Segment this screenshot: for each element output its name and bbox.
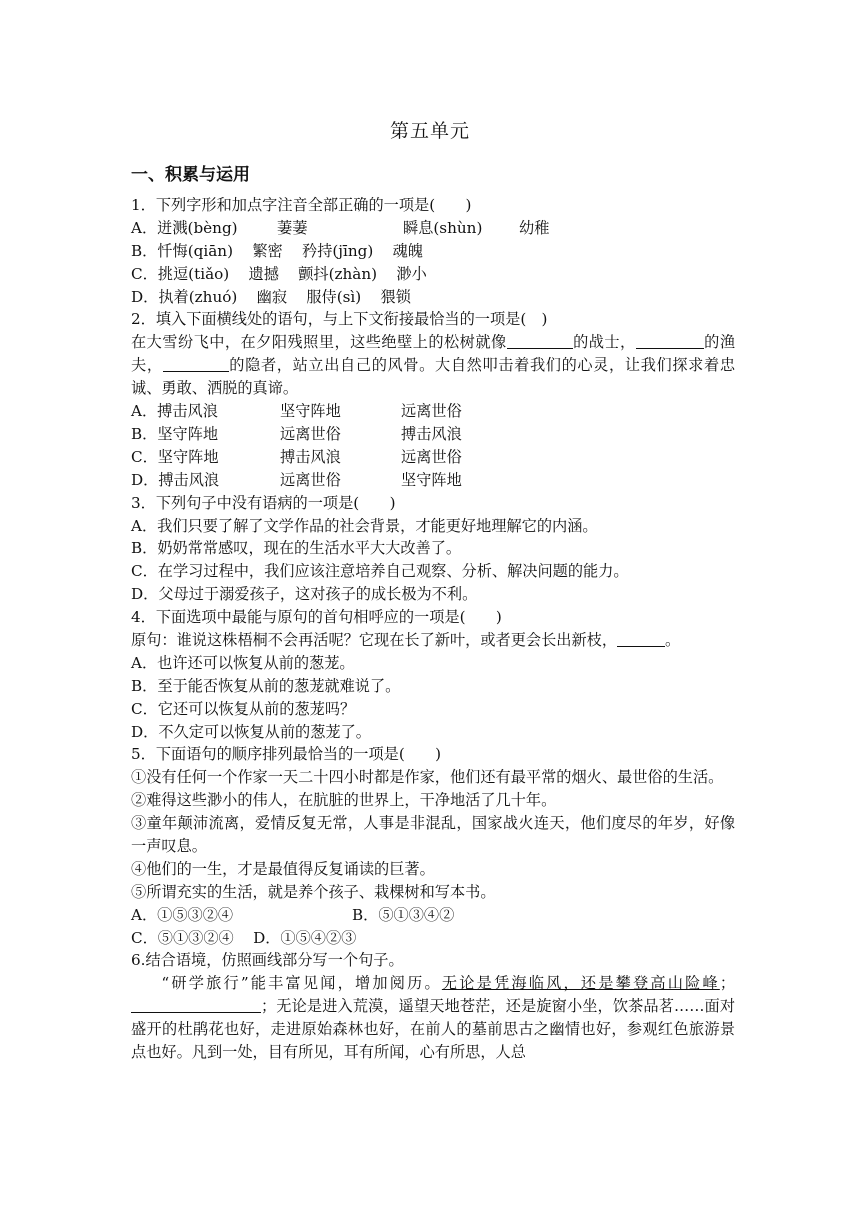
q1-b-2: 繁密	[252, 241, 283, 260]
q2-d-2: 远离世俗	[280, 470, 341, 489]
q1-b-1: B．忏悔(qiān)	[131, 241, 233, 260]
q1-option-b	[131, 240, 735, 263]
q3-option-c: C．在学习过程中，我们应该注意培养自己观察、分析、解决问题的能力。	[131, 562, 629, 581]
q1-c-4: 渺小	[396, 264, 427, 283]
q6-underlined-model: 无论是凭海临风，还是攀登高山险峰	[441, 974, 720, 993]
q5-option-b: B．⑤①③④②	[352, 905, 455, 924]
q1-stem: 1．下列字形和加点字注音全部正确的一项是( )	[131, 196, 472, 214]
q1-d-4: 猥锁	[380, 287, 411, 306]
q1-c-3: 颤抖(zhàn)	[298, 264, 378, 283]
q3-option-a: A．我们只要了解了文学作品的社会背景，才能更好地理解它的内涵。	[131, 516, 598, 535]
q4-option-d: D．不久定可以恢复从前的葱茏了。	[131, 722, 371, 741]
q5-sentence-4: ④他们的一生，才是最值得反复诵读的巨著。	[131, 859, 435, 878]
q6-text-2: ；无论是进入荒漠，遥望天地苍茫，还是旋窗小坐，饮茶品茗……面对盛开的杜鹃花也好，走进原始森林也好，在前人的墓前思古之幽情也好，参观红色旅游景点也好。凡到一处，目有所见，耳有所闻，心有所思，人总	[131, 997, 735, 1062]
q2-stem: 2．填入下面横线处的语句，与上下文衔接最恰当的一项是( )	[131, 310, 548, 329]
q2-blank-3[interactable]	[163, 355, 229, 372]
q1-c-2: 遗撼	[248, 264, 279, 283]
q3-option-d: D．父母过于溺爱孩子，这对孩子的成长极为不利。	[131, 585, 478, 604]
q5-sentence-5: ⑤所谓充实的生活，就是养个孩子、栽棵树和写本书。	[131, 882, 496, 901]
q4-blank[interactable]	[617, 630, 665, 647]
q2-blank-1[interactable]	[507, 332, 573, 349]
q1-d-2: 幽寂	[256, 287, 287, 306]
q4-orig-text: 原句：谁说这株梧桐不会再活呢？它现在长了新叶，或者更会长出新枝，	[131, 630, 617, 649]
q5-option-d: D．①⑤④②③	[253, 928, 357, 947]
q2-b-1: B．坚守阵地	[131, 424, 219, 443]
q1-a-4: 幼稚	[519, 218, 550, 237]
q6-answer-blank[interactable]	[131, 996, 261, 1013]
q5-options-cd	[131, 927, 735, 950]
q2-option-c	[131, 446, 735, 469]
q3-option-b: B．奶奶常常感叹，现在的生活水平大大改善了。	[131, 539, 462, 558]
page-title: 第五单元	[389, 120, 470, 142]
q1-b-3: 矜持(jīng)	[302, 241, 374, 260]
q1-a-3: 瞬息(shùn)	[403, 218, 483, 237]
q5-sentence-1: ①没有任何一个作家一天二十四小时都是作家，他们还有最平常的烟火、最世俗的生活。	[131, 768, 724, 787]
q2-d-1: D．搏击风浪	[131, 470, 220, 489]
q4-option-a: A．也许还可以恢复从前的葱茏。	[131, 653, 355, 672]
q1-a-2: 萋萋	[277, 218, 308, 237]
q2-b-2: 远离世俗	[280, 424, 341, 443]
q2-option-b	[131, 423, 735, 446]
q2-a-3: 远离世俗	[401, 402, 462, 421]
q2-b-3: 搏击风浪	[401, 424, 462, 443]
q2-d-3: 坚守阵地	[401, 470, 462, 489]
q4-original-sentence	[131, 629, 735, 652]
q2-a-2: 坚守阵地	[280, 402, 341, 421]
q1-d-1: D．执着(zhuó)	[131, 287, 238, 306]
q4-option-c: C．它还可以恢复从前的葱茏吗？	[131, 699, 356, 718]
q1-d-3: 服侍(sì)	[306, 287, 362, 306]
q1-b-4: 魂魄	[392, 241, 423, 260]
q2-text-3: 的渔夫，	[131, 333, 736, 375]
q2-c-1: C．坚守阵地	[131, 447, 219, 466]
q2-passage	[131, 331, 735, 400]
q2-option-d	[131, 469, 735, 492]
q2-a-1: A．搏击风浪	[131, 402, 218, 421]
q2-text-4: 的隐者，站立出自己的风骨。大自然叩击着我们的心灵，让我们探求着忠诚、勇敢、洒脱的真谛。	[131, 356, 736, 398]
q2-c-3: 远离世俗	[401, 447, 462, 466]
q5-stem: 5．下面语句的顺序排列最恰当的一项是( )	[131, 745, 442, 764]
q1-option-d	[131, 286, 735, 309]
q6-text-1: “研学旅行”能丰富见闻，增加阅历。	[161, 974, 442, 993]
q4-stem: 4．下面选项中最能与原句的首句相呼应的一项是( )	[131, 608, 502, 627]
q2-blank-2[interactable]	[636, 332, 704, 349]
q5-option-c: C．⑤①③②④	[131, 928, 234, 947]
question-content	[131, 194, 735, 1064]
q1-option-a	[131, 217, 735, 240]
q4-option-b: B．至于能否恢复从前的葱茏就难说了。	[131, 676, 401, 695]
q5-sentence-3: ③童年颠沛流离，爱情反复无常，人事是非混乱，国家战火连天，他们度尽的年岁，好像一声叹息。	[131, 814, 735, 856]
q5-option-a: A．①⑤③②④	[131, 905, 234, 924]
q2-text-2: 的战士，	[572, 333, 636, 352]
q4-orig-end: 。	[665, 630, 681, 649]
q1-c-1: C．挑逗(tiǎo)	[131, 264, 230, 283]
q2-text-1: 在大雪纷飞中，在夕阳残照里，这些绝壁上的松树就像	[131, 333, 507, 352]
q5-sentence-2: ②难得这些渺小的伟人，在肮脏的世界上，干净地活了几十年。	[131, 791, 557, 810]
q5-options-ab	[131, 904, 735, 927]
q6-text-semicolon: ；	[719, 974, 736, 993]
q6-stem: 6.结合语境，仿照画线部分写一个句子。	[131, 951, 404, 970]
q2-c-2: 搏击风浪	[280, 447, 341, 466]
q1-option-c	[131, 263, 735, 286]
section-heading: 一、积累与运用	[131, 165, 250, 185]
q3-stem: 3．下列句子中没有语病的一项是( )	[131, 493, 396, 512]
q2-option-a	[131, 400, 735, 423]
q1-a-1: A．迸溅(bèng)	[131, 218, 238, 237]
q6-passage	[131, 972, 735, 1064]
